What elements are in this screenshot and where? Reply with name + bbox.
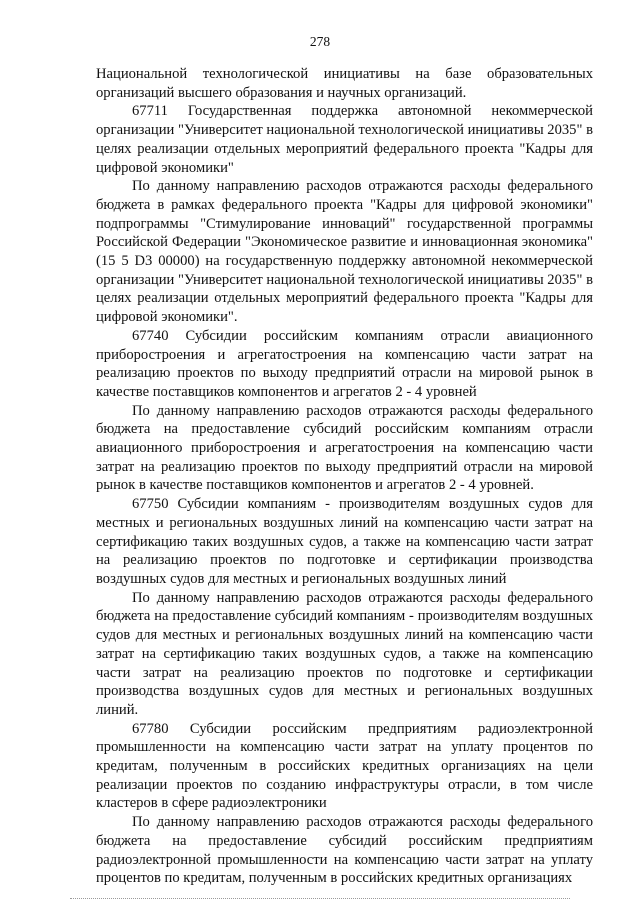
page-bottom-edge	[70, 898, 570, 899]
document-body	[96, 65, 593, 888]
paragraph: 67780 Субсидии российским предприятиям радиоэлектронной промышленности на компенсацию части затрат на уплату процентов по кредитам, полученным в российских кредитных организациях на цели реализации проектов по созданию инфраструктуры отрасли, в том числе кластеров в сфере радиоэлектроники	[96, 720, 593, 812]
page-number: 278	[309, 34, 331, 49]
paragraph: Национальной технологической инициативы на базе образовательных организаций высшего образования и научных организаций.	[96, 66, 593, 101]
paragraph: 67750 Субсидии компаниям - производителям воздушных судов для местных и региональных воздушных линий на компенсацию части затрат на сертификацию таких воздушных судов, а также на компенсацию части затрат на реализацию проектов по подготовке и сертификации производства воздушных судов для местных и региональных воздушных линий	[96, 496, 593, 587]
paragraph: 67711 Государственная поддержка автономной некоммерческой организации "Университет национальной технологической инициативы 2035" в целях реализации отдельных мероприятий федерального проекта "Кадры для цифровой экономики"	[96, 103, 593, 176]
paragraph: По данному направлению расходов отражаются расходы федерального бюджета на предоставление субсидий компаниям - производителям воздушных судов для местных и региональных воздушных линий на компенсацию части затрат на сертификацию таких воздушных судов, а также на компенсацию части затрат на реализацию проектов по подготовке и сертификации производства воздушных судов для местных и региональных воздушных линий.	[96, 589, 593, 718]
paragraph: 67740 Субсидии российским компаниям отрасли авиационного приборостроения и агрегатостроения на компенсацию части затрат на реализацию проектов по выходу предприятий отрасли на мировой рынок в качестве поставщиков компонентов и агрегатов 2 - 4 уровней	[96, 327, 593, 400]
paragraph: По данному направлению расходов отражаются расходы федерального бюджета на предоставление субсидий российским компаниям отрасли авиационного приборостроения и агрегатостроения на компенсацию части затрат на реализацию проектов по выходу предприятий отрасли на мировой рынок в качестве поставщиков компонентов и агрегатов 2 - 4 уровней.	[96, 402, 593, 494]
paragraph: По данному направлению расходов отражаются расходы федерального бюджета в рамках федерального проекта "Кадры для цифровой экономики" подпрограммы "Стимулирование инноваций" государственной программы Российской Федерации "Экономическое развитие и инновационная экономика" (15 5 D3 00000) на государственную поддержку автономной некоммерческой организации "Университет национальной технологической инициативы 2035" в целях реализации отдельных мероприятий федерального проекта "Кадры для цифровой экономики".	[96, 178, 593, 326]
paragraph: По данному направлению расходов отражаются расходы федерального бюджета на предоставление субсидий российским предприятиям радиоэлектронной промышленности на компенсацию части затрат на уплату процентов по кредитам, полученным в российских кредитных организациях	[96, 814, 593, 887]
